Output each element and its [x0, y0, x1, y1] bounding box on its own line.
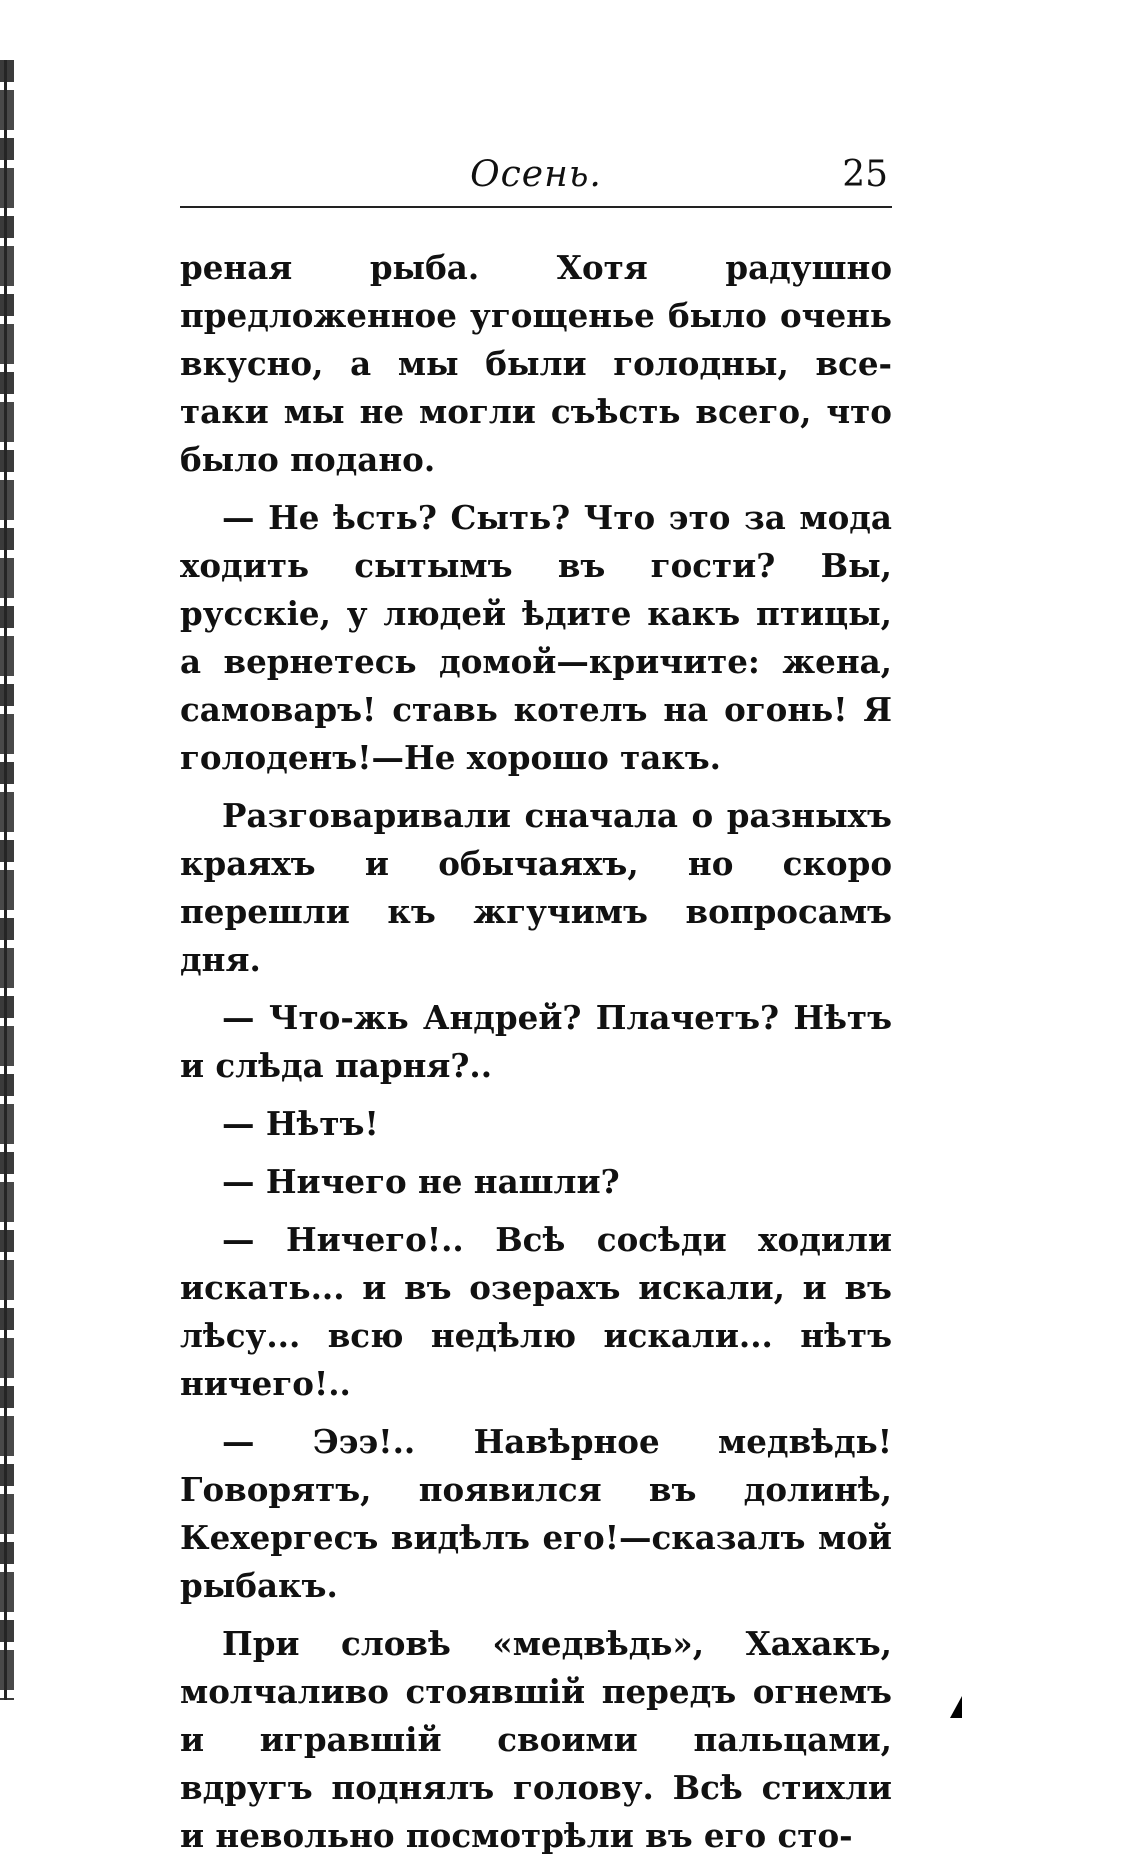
paragraph: — Нѣтъ!: [222, 1104, 379, 1143]
paragraph: — Эээ!.. Навѣрное медвѣдь! Говорятъ, появился въ долинѣ, Кехергесъ видѣлъ его!—сказалъ мой рыбакъ.: [180, 1422, 892, 1605]
paragraph: При словѣ «медвѣдь», Хахакъ, молчаливо стоявшій передъ огнемъ и игравшій своими пальцами, вдругъ поднялъ голову. Всѣ стихли и невольно посмотрѣли въ его сто-: [180, 1624, 892, 1855]
paragraph: — Ничего не нашли?: [222, 1162, 620, 1201]
paragraph: — Что-жь Андрей? Плачетъ? Нѣтъ и слѣда парня?..: [180, 998, 892, 1085]
book-page: [180, 150, 892, 1870]
paragraph: — Не ѣсть? Сыть? Что это за мода ходить сытымъ въ гости? Вы, русскіе, у людей ѣдите какъ птицы, а вернетесь домой—кричите: жена, самоваръ! ставь котелъ на огонь! Я голоденъ!—Не хорошо такъ.: [180, 498, 892, 777]
paragraph: реная рыба. Хотя радушно предложенное угощенье было очень вкусно, а мы были голодны, все-таки мы не могли съѣсть всего, что было подано.: [180, 248, 892, 479]
page-header: [180, 150, 892, 208]
print-corner-mark: [950, 1696, 962, 1718]
paragraph: Разговаривали сначала о разныхъ краяхъ и обычаяхъ, но скоро перешли къ жгучимъ вопросамъ дня.: [180, 796, 892, 979]
paragraph: — Ничего!.. Всѣ сосѣди ходили искать... и въ озерахъ искали, и въ лѣсу... всю недѣлю искали... нѣтъ ничего!..: [180, 1220, 892, 1403]
running-title: Осень.: [470, 154, 602, 195]
scan-binding-edge: [0, 60, 14, 1700]
body-text: [180, 244, 892, 1860]
page-number: 25: [842, 154, 888, 195]
